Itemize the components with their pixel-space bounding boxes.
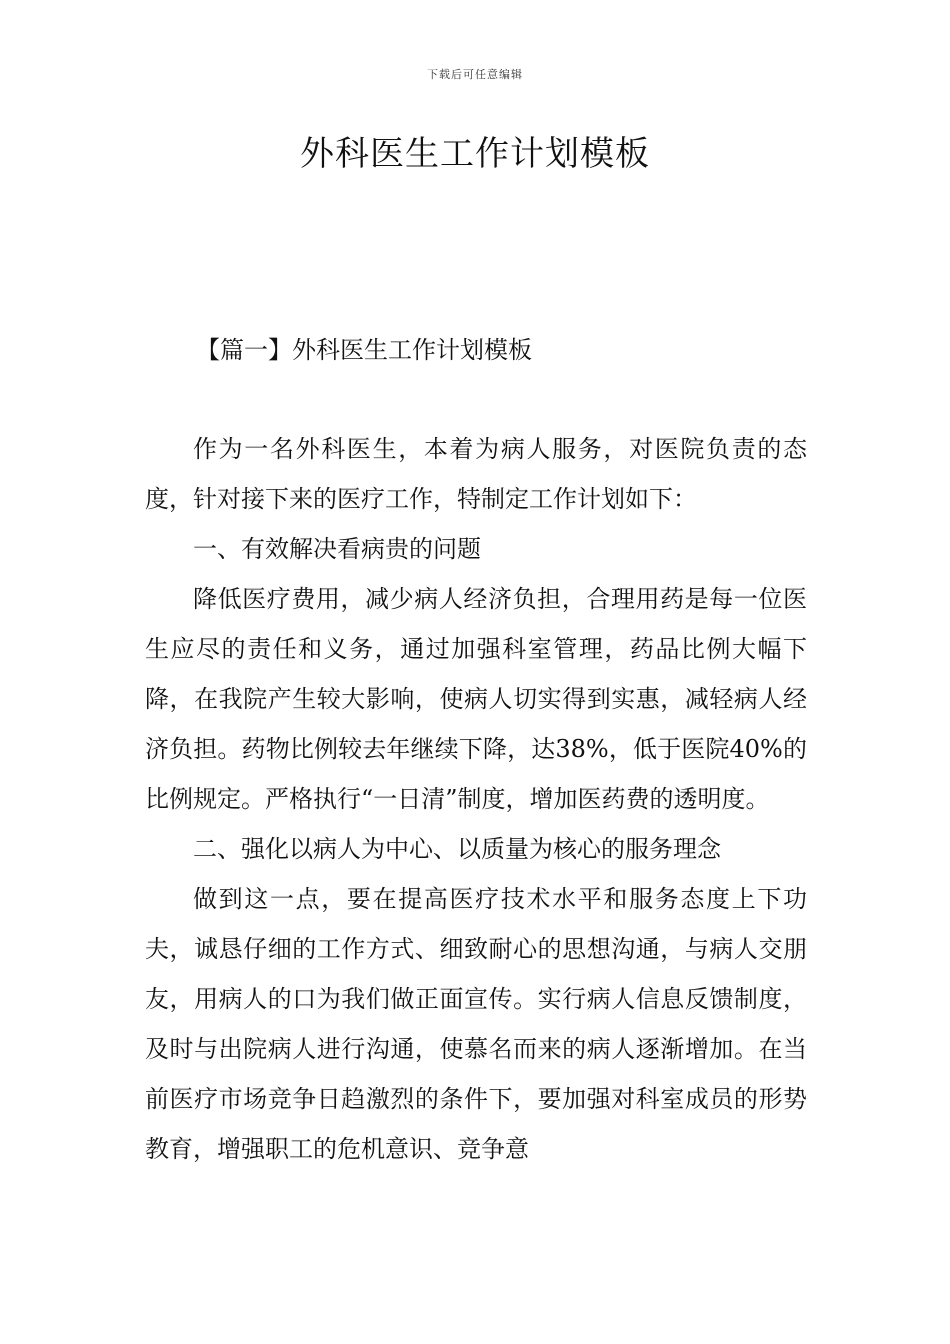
paragraph-service-quality: 做到这一点，要在提高医疗技术水平和服务态度上下功夫，诚恳仔细的工作方式、细致耐心的思想沟通，与病人交朋友，用病人的口为我们做正面宣传。实行病人信息反馈制度，及时与出院病人进行沟通，使慕名而来的病人逐渐增加。在当前医疗市场竞争日趋激烈的条件下，要加强对科室成员的形势教育，增强职工的危机意识、竞争意 — [145, 885, 807, 1163]
header-note: 下载后可任意编辑 — [427, 68, 523, 81]
section-heading: 【篇一】外科医生工作计划模板 — [196, 336, 532, 364]
paragraph-heading-2: 二、强化以病人为中心、以质量为核心的服务理念 — [193, 835, 721, 863]
document-body — [145, 424, 807, 1174]
paragraph-reduce-costs: 降低医疗费用，减少病人经济负担，合理用药是每一位医生应尽的责任和义务，通过加强科室管理，药品比例大幅下降，在我院产生较大影响，使病人切实得到实惠，减轻病人经济负担。药物比例较去年继续下降，达38%，低于医院40%的比例规定。严格执行“一日清”制度，增加医药费的透明度。 — [145, 585, 807, 813]
paragraph-heading-1: 一、有效解决看病贵的问题 — [193, 535, 481, 563]
document-title: 外科医生工作计划模板 — [300, 134, 650, 174]
paragraph-intro: 作为一名外科医生，本着为病人服务，对医院负责的态度，针对接下来的医疗工作，特制定工作计划如下： — [145, 435, 807, 513]
